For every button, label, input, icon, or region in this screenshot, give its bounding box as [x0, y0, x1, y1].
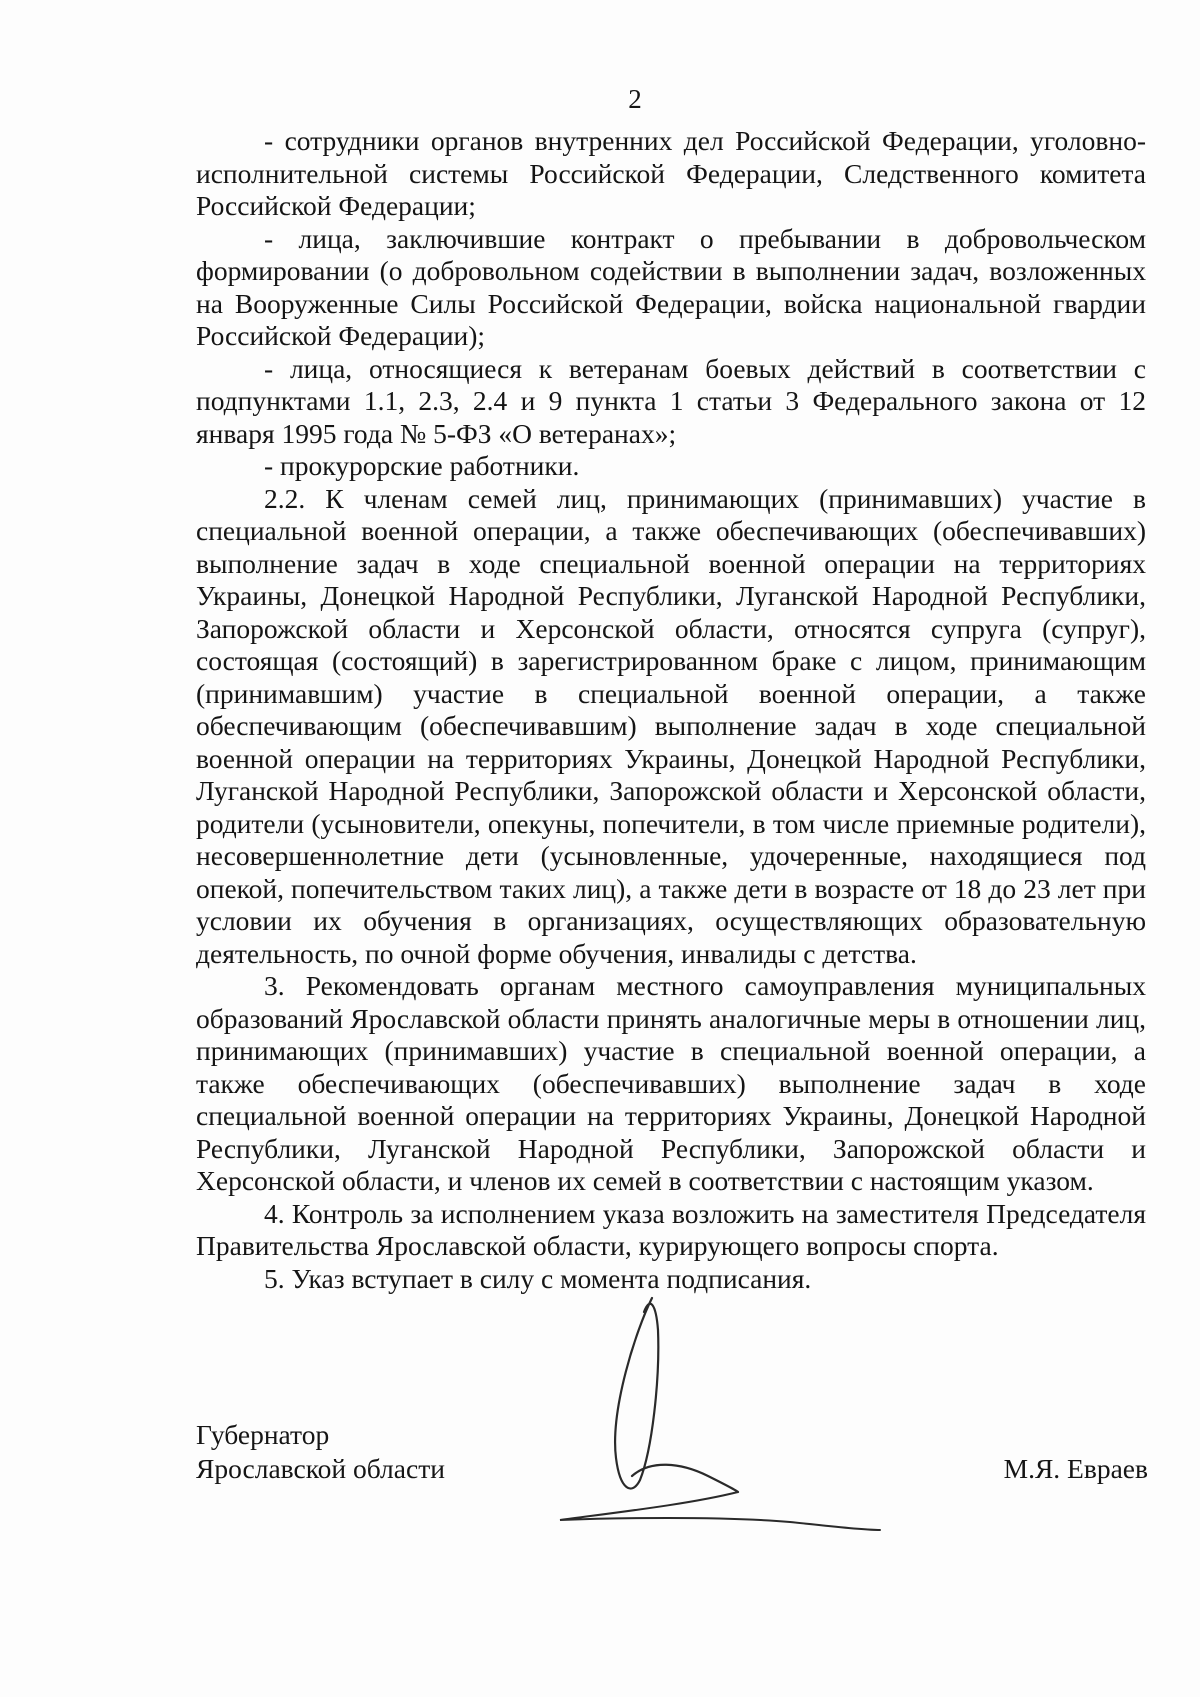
signatory-name: М.Я. Евраев: [1003, 1453, 1148, 1484]
paragraph-2-2-family-members: 2.2. К членам семей лиц, принимающих (принимавших) участие в специальной военной операции, а также обеспечивающих (обеспечивавших) выполнение задач в ходе специальной военной операции на территориях Украины, Донецкой Народной Республики, Луганской Народной Республики, Запорожской области и Херсонской области, относятся супруга (супруг), состоящая (состоящий) в зарегистрированном браке с лицом, принимающим (принимавшим) участие в специальной военной операции, а также обеспечивающим (обеспечивавшим) выполнение задач в ходе специальной военной операции на территориях Украины, Донецкой Народной Республики, Луганской Народной Республики, Запорожской области и Херсонской области, родители (усыновители, опекуны, попечители, в том числе приемные родители), несовершеннолетние дети (усыновленные, удочеренные, находящиеся под опекой, попечительством таких лиц), а также дети в возрасте от 18 до 23 лет при условии их обучения в организациях, осуществляющих образовательную деятельность, по очной форме обучения, инвалиды с детства.: [196, 482, 1146, 969]
signature-underline-stroke: [560, 1492, 880, 1530]
paragraph-police-staff: - сотрудники органов внутренних дел Российской Федерации, уголовно-исполнительной системы Российской Федерации, Следственного комитета Российской Федерации;: [196, 125, 1146, 221]
page-number: 2: [628, 84, 642, 114]
paragraph-5-effective-date: 5. Указ вступает в силу с момента подписания.: [264, 1262, 812, 1294]
signatory-position-line1: Губернатор: [196, 1419, 330, 1450]
document-body: [196, 125, 1146, 1295]
paragraph-prosecutors: - прокурорские работники.: [264, 450, 580, 481]
handwritten-signature: [540, 1290, 960, 1550]
signature-loop-stroke: [615, 1298, 738, 1492]
paragraph-3-recommendation: 3. Рекомендовать органам местного самоуправления муниципальных образований Ярославской области принять аналогичные меры в отношении лиц, принимающих (принимавших) участие в специальной военной операции, а также обеспечивающих (обеспечивавших) выполнение задач в ходе специальной военной операции на территориях Украины, Донецкой Народной Республики, Луганской Народной Республики, Запорожской области и Херсонской области, и членов их семей в соответствии с настоящим указом.: [196, 970, 1146, 1196]
paragraph-combat-veterans: - лица, относящиеся к ветеранам боевых действий в соответствии с подпунктами 1.1, 2.3, 2.4 и 9 пункта 1 статьи 3 Федерального закона от 12 января 1995 года № 5-ФЗ «О ветеранах»;: [196, 352, 1146, 449]
signatory-position: [196, 1418, 445, 1486]
signatory-position-line2: Ярославской области: [196, 1453, 445, 1484]
paragraph-volunteer-contract: - лица, заключившие контракт о пребывании в добровольческом формировании (о добровольном содействии в выполнении задач, возложенных на Вооруженные Силы Российской Федерации, войска национальной гвардии Российской Федерации);: [196, 222, 1146, 351]
paragraph-4-control: 4. Контроль за исполнением указа возложить на заместителя Председателя Правительства Ярославской области, курирующего вопросы спорта.: [196, 1197, 1146, 1261]
